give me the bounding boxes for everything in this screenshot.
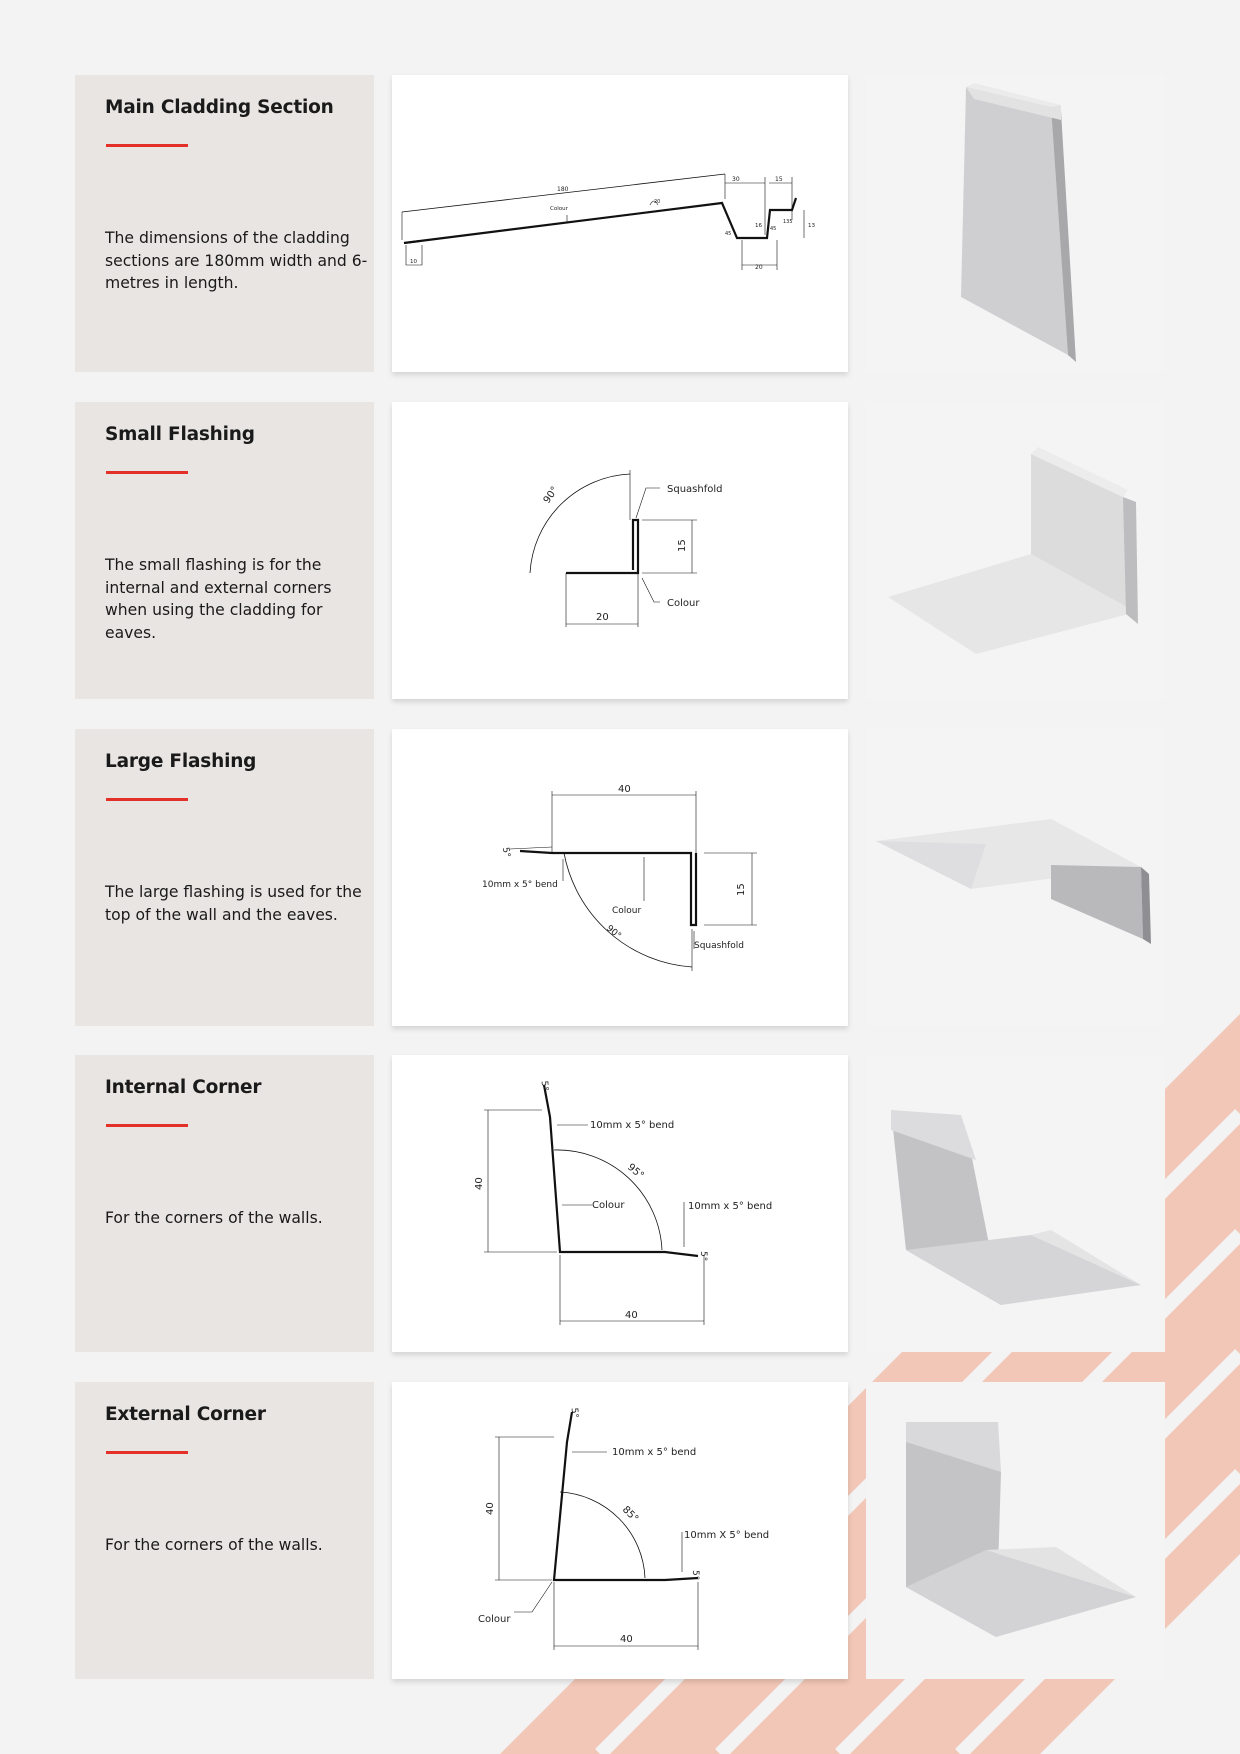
dim-20: 20: [596, 612, 609, 623]
section-internal-corner: [75, 1055, 1165, 1352]
info-panel: [75, 402, 374, 699]
angle-20: 20: [654, 199, 661, 205]
section-title: Main Cladding Section: [105, 97, 334, 118]
angle-5: 5°: [499, 846, 512, 859]
label-colour: Colour: [667, 598, 700, 609]
info-panel: [75, 75, 374, 372]
dim-40-width: 40: [620, 1634, 633, 1645]
dim-15: 15: [775, 176, 783, 183]
label-colour: Colour: [612, 906, 642, 916]
section-title: External Corner: [105, 1404, 266, 1425]
technical-drawing: [392, 729, 848, 1026]
product-render: [866, 402, 1165, 699]
dim-width: 180: [557, 186, 569, 193]
dim-10: 10: [410, 259, 417, 265]
section-small-flashing: [75, 402, 1165, 699]
technical-drawing: [392, 75, 848, 372]
section-description: For the corners of the walls.: [105, 1536, 323, 1554]
label-colour: Colour: [478, 1614, 511, 1625]
dim-13: 13: [808, 223, 815, 229]
dim-40-height: 40: [474, 1177, 485, 1190]
dim-40: 40: [618, 784, 631, 795]
angle-85: 85°: [619, 1504, 641, 1525]
accent-rule: [106, 798, 188, 801]
label-bend-top: 10mm x 5° bend: [590, 1120, 675, 1131]
label-bend-right: 10mm x 5° bend: [688, 1201, 773, 1212]
product-render: [866, 75, 1165, 372]
section-description: The dimensions of the cladding sections are 180mm width and 6-metres in length.: [105, 229, 368, 292]
accent-rule: [106, 1451, 188, 1454]
dim-15: 15: [736, 883, 747, 896]
technical-drawing: [392, 402, 848, 699]
angle-5-right: 5°: [698, 1251, 708, 1262]
angle-135: 135: [783, 219, 793, 225]
dim-16: 16: [755, 223, 762, 229]
label-squashfold: Squashfold: [667, 484, 723, 495]
label-squashfold: Squashfold: [694, 941, 744, 951]
section-description: The large flashing is used for the top of the wall and the eaves.: [105, 883, 362, 924]
dim-40-height: 40: [485, 1502, 496, 1515]
section-title: Large Flashing: [105, 751, 257, 772]
label-bend-top: 10mm x 5° bend: [612, 1447, 697, 1458]
accent-rule: [106, 1124, 188, 1127]
accent-rule: [106, 144, 188, 147]
angle-5-top: 5°: [568, 1407, 580, 1419]
section-large-flashing: [75, 729, 1165, 1026]
product-render: [866, 1055, 1165, 1352]
angle-45: 45: [725, 231, 732, 237]
product-render: [866, 729, 1165, 1026]
label-bend-right: 10mm X 5° bend: [684, 1530, 770, 1541]
technical-drawing: [392, 1055, 848, 1352]
info-panel: [75, 1055, 374, 1352]
dim-30: 30: [732, 176, 740, 183]
section-description: The small flashing is for the internal and external corners when using the cladding for eaves.: [105, 556, 332, 642]
section-title: Internal Corner: [105, 1077, 262, 1098]
section-title: Small Flashing: [105, 424, 255, 445]
accent-rule: [106, 471, 188, 474]
info-panel: [75, 729, 374, 1026]
dim-15: 15: [677, 539, 688, 552]
angle-90: 90°: [541, 484, 561, 506]
label-colour: Colour: [592, 1200, 625, 1211]
label-bend: 10mm x 5° bend: [482, 880, 558, 890]
dim-20: 20: [755, 264, 763, 271]
dim-40-width: 40: [625, 1310, 638, 1321]
product-render: [866, 1382, 1165, 1679]
section-main-cladding: [75, 75, 1165, 372]
section-external-corner: [75, 1382, 1165, 1679]
section-description: For the corners of the walls.: [105, 1209, 323, 1227]
label-colour: Colour: [550, 206, 568, 212]
angle-90: 90°: [604, 923, 623, 942]
angle-5-right: 5°: [690, 1570, 700, 1581]
angle-45b: 45: [770, 226, 777, 232]
angle-5-top: 5°: [538, 1080, 550, 1092]
technical-drawing: [392, 1382, 848, 1679]
angle-95: 95°: [625, 1161, 646, 1182]
info-panel: [75, 1382, 374, 1679]
